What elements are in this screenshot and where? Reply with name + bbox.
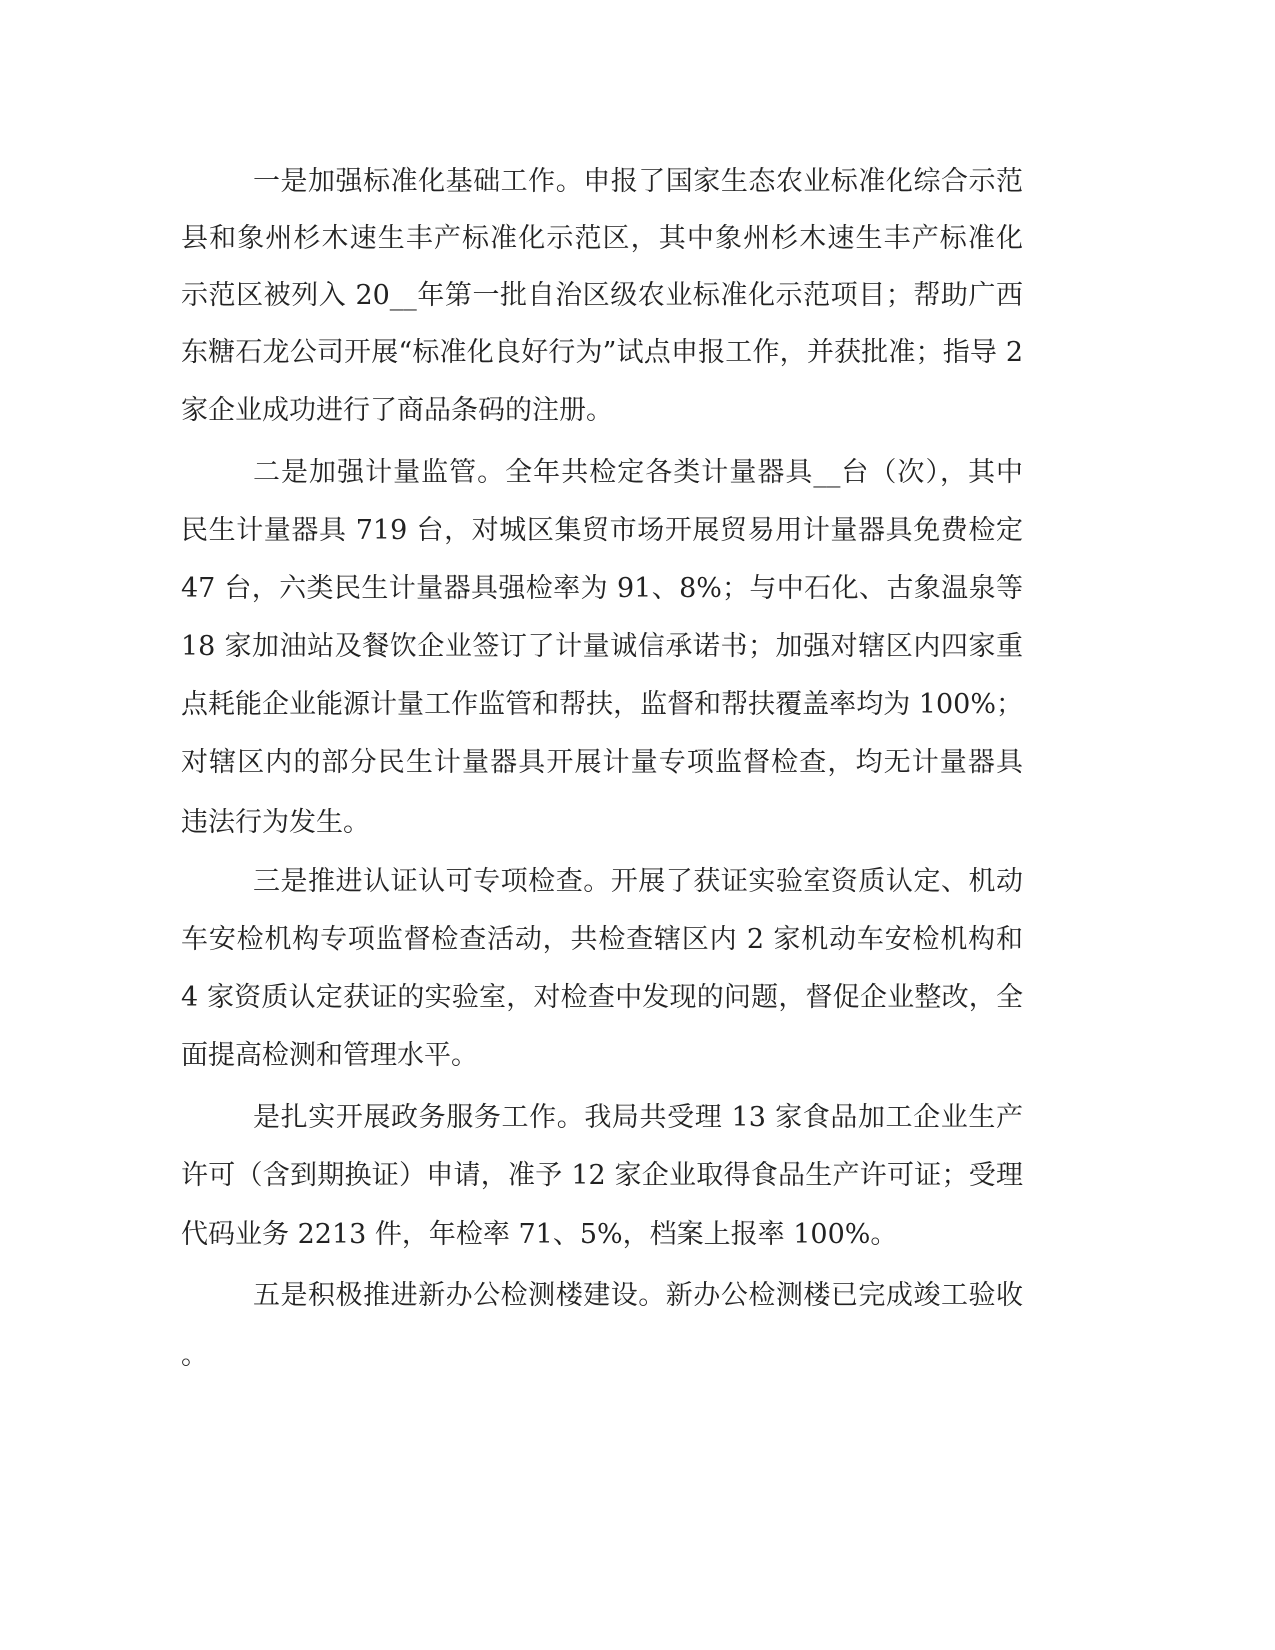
paragraph-3-line-2: 车安检机构专项监督检查活动，共检查辖区内 2 家机动车安检机构和: [181, 924, 1023, 955]
paragraph-2-line-1: 二是加强计量监管。全年共检定各类计量器具__台（次），其中: [253, 457, 1023, 488]
paragraph-1-line-4: 东糖石龙公司开展“标准化良好行为”试点申报工作，并获批准；指导 2: [181, 337, 1023, 368]
paragraph-4-line-2: 许可（含到期换证）申请，准予 12 家企业取得食品生产许可证；受理: [181, 1160, 1023, 1191]
paragraph-2-line-3: 47 台，六类民生计量器具强检率为 91、8%；与中石化、古象温泉等: [181, 573, 1023, 604]
paragraph-1-line-1: 一是加强标准化基础工作。申报了国家生态农业标准化综合示范: [253, 166, 1023, 197]
paragraph-2-line-6: 对辖区内的部分民生计量器具开展计量专项监督检查，均无计量器具: [181, 747, 1023, 778]
paragraph-2-line-5: 点耗能企业能源计量工作监管和帮扶，监督和帮扶覆盖率均为 100%；: [181, 689, 1023, 720]
paragraph-4-line-1: 是扎实开展政务服务工作。我局共受理 13 家食品加工企业生产: [253, 1102, 1023, 1133]
paragraph-5-line-1: 五是积极推进新办公检测楼建设。新办公检测楼已完成竣工验收: [253, 1280, 1023, 1311]
paragraph-2-line-2: 民生计量器具 719 台，对城区集贸市场开展贸易用计量器具免费检定: [181, 515, 1023, 546]
paragraph-4-line-3: 代码业务 2213 件，年检率 71、5%，档案上报率 100%。: [181, 1219, 898, 1250]
paragraph-3-line-4: 面提高检测和管理水平。: [181, 1040, 478, 1071]
paragraph-2-line-4: 18 家加油站及餐饮企业签订了计量诚信承诺书；加强对辖区内四家重: [181, 631, 1023, 662]
paragraph-5-line-2: 。: [181, 1340, 208, 1371]
paragraph-1-line-3: 示范区被列入 20__年第一批自治区级农业标准化示范项目；帮助广西: [181, 280, 1023, 311]
paragraph-3-line-1: 三是推进认证认可专项检查。开展了获证实验室资质认定、机动: [253, 866, 1023, 897]
paragraph-3-line-3: 4 家资质认定获证的实验室，对检查中发现的问题，督促企业整改，全: [181, 982, 1023, 1013]
paragraph-1-line-2: 县和象州杉木速生丰产标准化示范区，其中象州杉木速生丰产标准化: [181, 223, 1023, 254]
paragraph-2-line-7: 违法行为发生。: [181, 807, 370, 838]
paragraph-1-line-5: 家企业成功进行了商品条码的注册。: [181, 395, 613, 426]
